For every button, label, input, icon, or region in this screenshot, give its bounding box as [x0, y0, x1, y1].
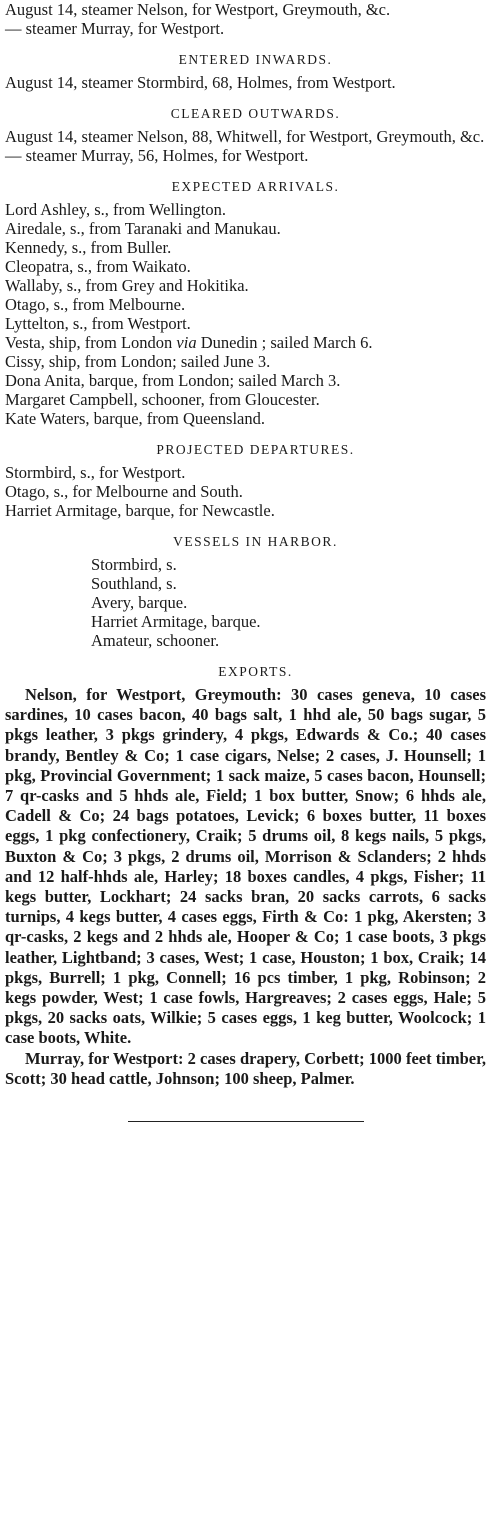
cleared-entry: — steamer Murray, 56, Holmes, for Westport.	[5, 146, 309, 165]
section-heading: EXPECTED ARRIVALS.	[171, 179, 340, 194]
cleared-entry: August 14, steamer Nelson, 88, Whitwell, for Westport, Greymouth, &c.	[5, 127, 485, 146]
vesta-via: via	[176, 333, 197, 352]
list-item: Otago, s., for Melbourne and South.	[5, 482, 243, 501]
vesta-text-end: Dunedin ; sailed March 6.	[196, 333, 373, 352]
section-divider	[128, 1121, 364, 1122]
list-item: Southland, s.	[91, 574, 177, 593]
projected-departures-section	[5, 440, 486, 520]
exports-murray: Murray, for Westport: 2 cases drapery, Corbett; 1000 feet timber, Scott; 30 head cattle, Johnson; 100 sheep, Palmer.	[5, 1048, 486, 1088]
sailings-section	[5, 0, 486, 38]
vesta-text: Vesta, ship, from London	[5, 333, 177, 352]
section-heading: PROJECTED DEPARTURES.	[156, 442, 355, 457]
list-item: Airedale, s., from Taranaki and Manukau.	[5, 219, 281, 238]
list-item	[5, 333, 486, 352]
list-item: Stormbird, s., for Westport.	[5, 463, 186, 482]
list-item: Harriet Armitage, barque, for Newcastle.	[5, 501, 275, 520]
list-item: Cissy, ship, from London; sailed June 3.	[5, 352, 271, 371]
list-item: Cleopatra, s., from Waikato.	[5, 257, 191, 276]
departures-list	[5, 463, 486, 520]
list-item: Harriet Armitage, barque.	[91, 612, 261, 631]
harbor-list	[5, 555, 486, 650]
list-item: Avery, barque.	[91, 593, 188, 612]
list-item: Dona Anita, barque, from London; sailed March 3.	[5, 371, 341, 390]
entered-inwards-section	[5, 50, 486, 92]
list-item: Kate Waters, barque, from Queensland.	[5, 409, 265, 428]
section-heading: CLEARED OUTWARDS.	[170, 106, 341, 121]
list-item: Amateur, schooner.	[91, 631, 220, 650]
sailing-entry: August 14, steamer Nelson, for Westport, Greymouth, &c.	[5, 0, 391, 19]
list-item: Lord Ashley, s., from Wellington.	[5, 200, 226, 219]
list-item: Lyttelton, s., from Westport.	[5, 314, 191, 333]
list-item: Margaret Campbell, schooner, from Gloucester.	[5, 390, 320, 409]
cleared-outwards-section	[5, 104, 486, 165]
expected-arrivals-section	[5, 177, 486, 428]
vessels-in-harbor-section	[5, 532, 486, 650]
arrivals-list	[5, 200, 486, 428]
list-item: Stormbird, s.	[91, 555, 177, 574]
list-item: Wallaby, s., from Grey and Hokitika.	[5, 276, 249, 295]
exports-section	[5, 662, 486, 1089]
section-heading: ENTERED INWARDS.	[178, 52, 333, 67]
list-item: Otago, s., from Melbourne.	[5, 295, 186, 314]
list-item: Kennedy, s., from Buller.	[5, 238, 172, 257]
exports-nelson: Nelson, for Westport, Greymouth: 30 cases geneva, 10 cases sardines, 10 cases bacon, 40 bags salt, 1 hhd ale, 50 bags sugar, 5 pkgs leather, 3 pkgs grindery, 4 pkgs, Edwards & Co.; 40 cases brandy, Bentley & Co; 1 case cigars, Nelse; 2 cases, J. Hounsell; 1 pkg, Provincial Government; 1 sack maize, 5 cases bacon, Hounsell; 7 qr-casks and 5 hhds ale, Field; 1 box butter, Snow; 6 hhds ale, Cadell & Co; 24 bags potatoes, Levick; 6 boxes butter, 11 boxes eggs, 1 pkg confectionery, Craik; 5 drums oil, 8 kegs nails, 5 pkgs, Buxton & Co; 3 pkgs, 2 drums oil, Morrison & Sclanders; 2 hhds and 12 half-hhds ale, Harley; 18 boxes candles, 4 pkgs, Fisher; 11 kegs butter, Lockhart; 24 sacks bran, 20 sacks carrots, 6 sacks turnips, 4 kegs butter, 4 cases eggs, Firth & Co: 1 pkg, Akersten; 3 qr-casks, 2 kegs and 2 hhds ale, Hooper & Co; 1 case boots, 3 pkgs leather, Lightband; 3 cases, West; 1 case, Houston; 1 box, Craik; 14 pkgs, Burrell; 1 pkg, Connell; 16 pcs timber, 1 pkg, Robinson; 2 kegs powder, West; 1 case fowls, Hargreaves; 2 cases eggs, Hale; 5 pkgs, 20 sacks oats, Wilkie; 5 cases eggs, 1 keg butter, Woolcock; 1 case boots, White.	[5, 685, 486, 1048]
section-heading: EXPORTS.	[218, 664, 293, 679]
entered-entry: August 14, steamer Stormbird, 68, Holmes, from Westport.	[5, 73, 396, 92]
section-heading: VESSELS IN HARBOR.	[173, 534, 338, 549]
sailing-entry: — steamer Murray, for Westport.	[5, 19, 225, 38]
